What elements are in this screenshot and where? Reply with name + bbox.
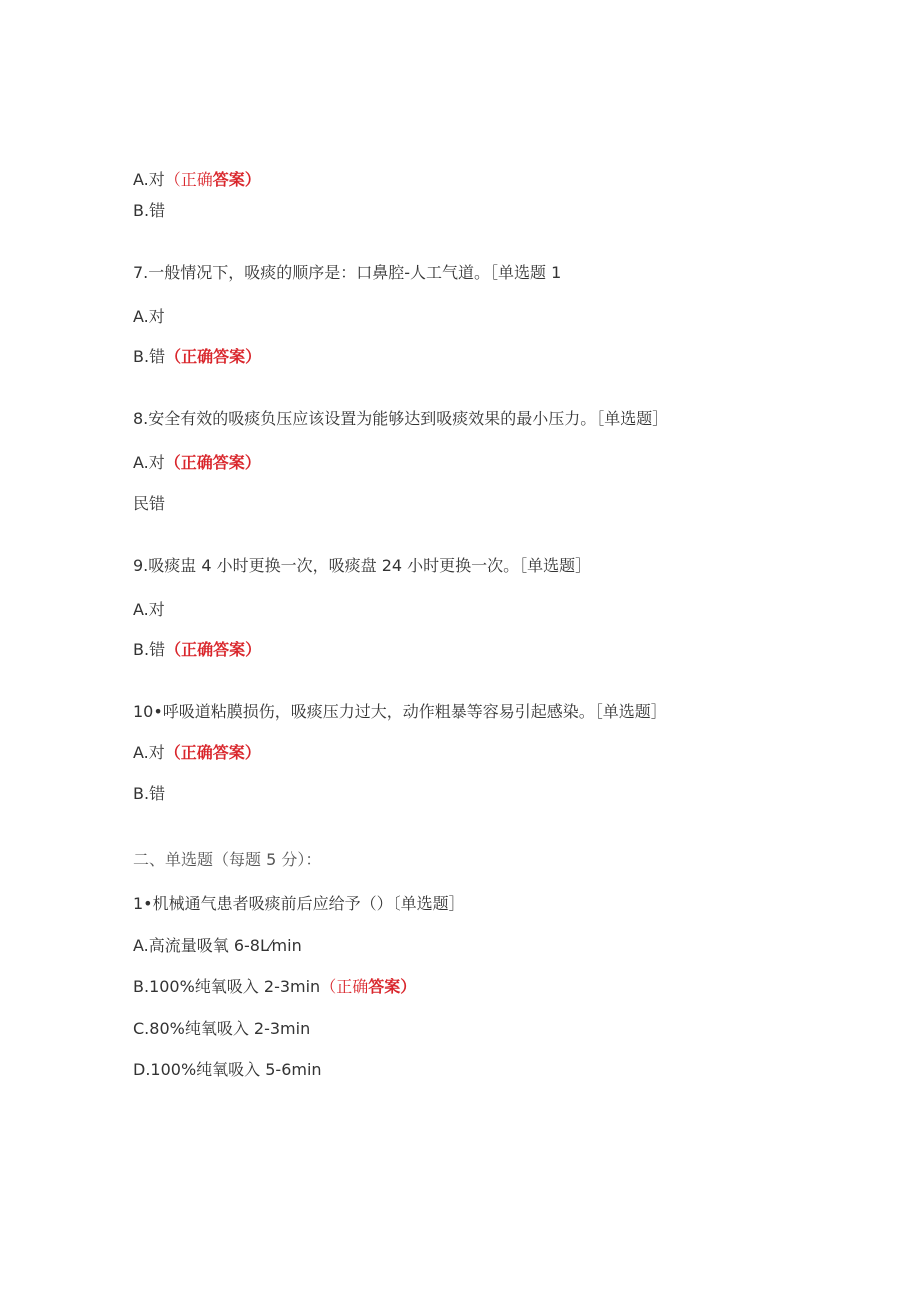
option-line <box>133 1019 310 1039</box>
option-line <box>133 600 165 620</box>
option-line <box>133 494 165 514</box>
correct-answer-mark-open: （正确 <box>165 347 214 366</box>
option-text: A.对 <box>133 743 165 762</box>
correct-answer-mark-open: （正确 <box>320 977 369 996</box>
option-text: C.80%纯氧吸入 2-3min <box>133 1019 311 1038</box>
question-line <box>133 702 667 722</box>
option-line <box>133 743 261 763</box>
correct-answer-mark-close: 答案） <box>368 977 417 996</box>
option-line <box>133 347 261 367</box>
option-text: B.错 <box>133 640 166 659</box>
option-text: B.错 <box>133 347 166 366</box>
option-text: 民错 <box>133 494 166 513</box>
correct-answer-mark-open: （正确 <box>164 170 213 189</box>
correct-answer-mark-close: 答案） <box>213 640 262 659</box>
option-line <box>133 170 261 190</box>
section-heading <box>133 850 321 870</box>
option-line <box>133 977 416 997</box>
correct-answer-mark-close: 答案） <box>212 453 261 472</box>
option-line <box>133 640 261 660</box>
option-text: A.高流量吸氧 6-8L⁄min <box>133 936 302 955</box>
question-line <box>133 556 591 576</box>
question-text: 7.一般情况下，吸痰的顺序是：口鼻腔-人工气道。［单选题 1 <box>133 263 562 282</box>
question-text: 9.吸痰盅 4 小时更换一次，吸痰盘 24 小时更换一次。［单选题］ <box>133 556 592 575</box>
correct-answer-mark-open: （正确 <box>165 640 214 659</box>
option-text: D.100%纯氧吸入 5-6min <box>133 1060 322 1079</box>
question-line <box>133 894 465 914</box>
option-line <box>133 784 165 804</box>
correct-answer-mark-close: 答案） <box>213 347 262 366</box>
option-text: A.对 <box>133 600 165 619</box>
option-text: A.对 <box>133 453 165 472</box>
correct-answer-mark-close: 答案） <box>212 743 261 762</box>
option-text: B.错 <box>133 201 166 220</box>
option-line <box>133 936 302 956</box>
option-line <box>133 307 165 327</box>
option-line <box>133 1060 322 1080</box>
correct-answer-mark-open: （正确 <box>164 743 213 762</box>
question-line <box>133 263 561 283</box>
correct-answer-mark-close: 答案） <box>212 170 261 189</box>
correct-answer-mark-open: （正确 <box>164 453 213 472</box>
option-line <box>133 453 261 473</box>
option-text: A.对 <box>133 170 165 189</box>
option-text: A.对 <box>133 307 165 326</box>
question-text: 8.安全有效的吸痰负压应该设置为能够达到吸痰效果的最小压力。［单选题］ <box>133 409 669 428</box>
option-text: B.100%纯氧吸入 2-3min <box>133 977 321 996</box>
section-heading-text: 二、单选题（每题 5 分）： <box>133 850 322 869</box>
option-text: B.错 <box>133 784 166 803</box>
option-line <box>133 201 165 221</box>
question-text: 10•呼吸道粘膜损伤，吸痰压力过大，动作粗暴等容易引起感染。［单选题］ <box>133 702 667 721</box>
question-text: 1•机械通气患者吸痰前后应给予（）〔单选题］ <box>133 894 465 913</box>
question-line <box>133 409 668 429</box>
